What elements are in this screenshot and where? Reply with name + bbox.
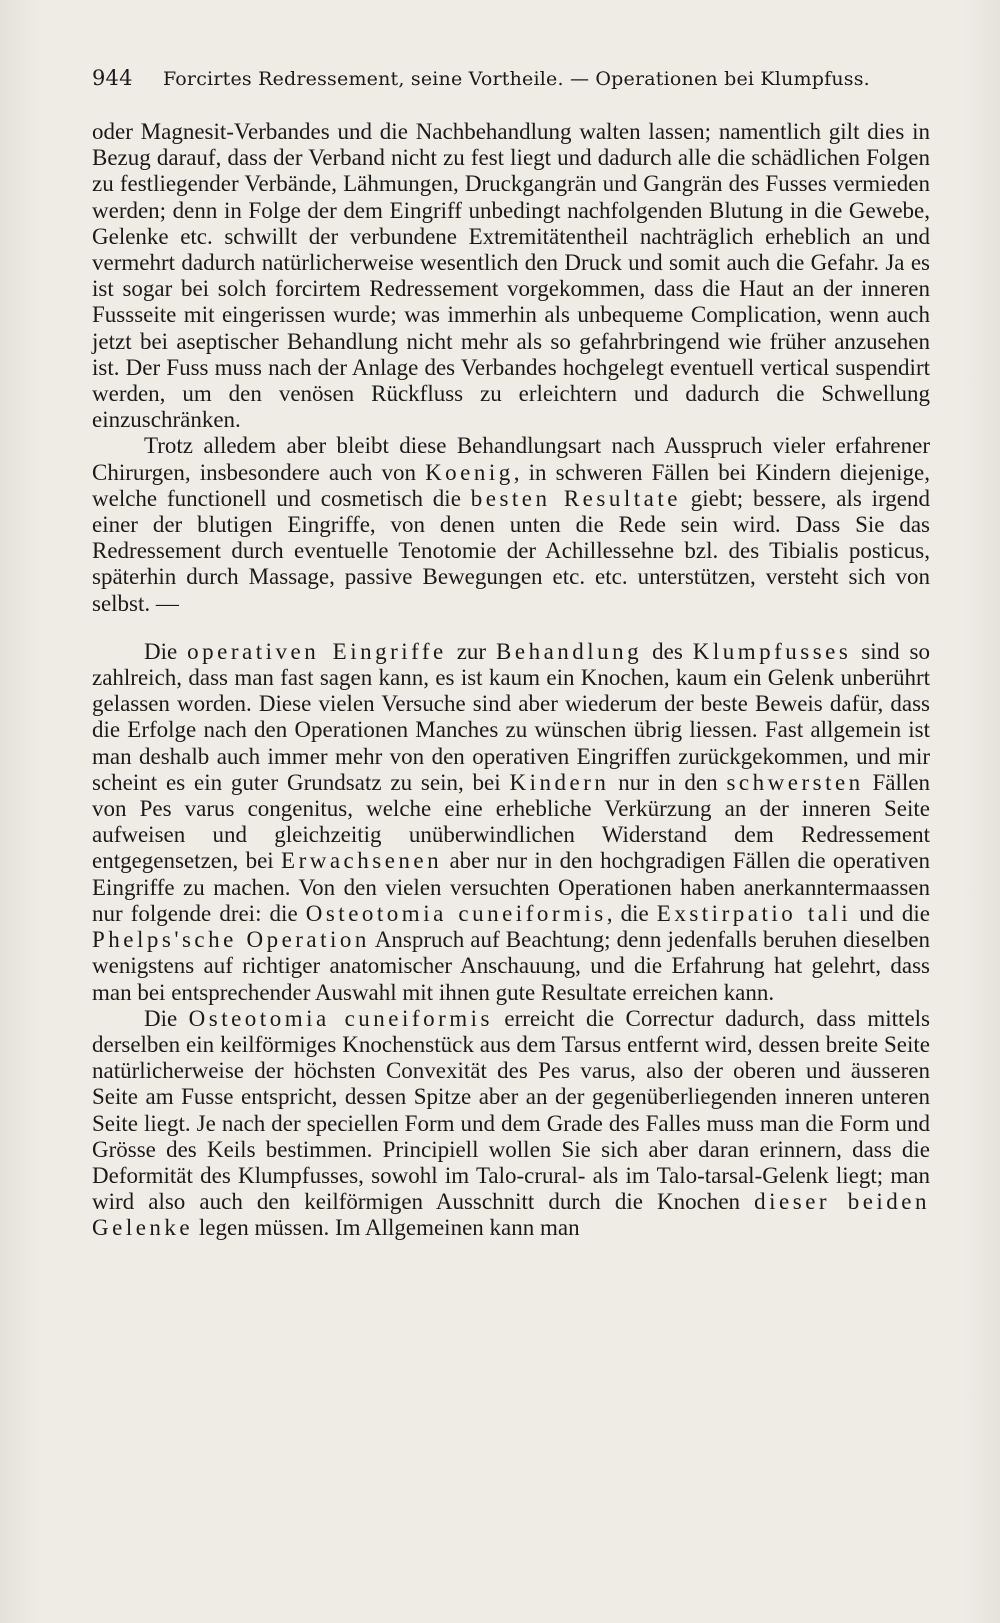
text-run: Die bbox=[144, 638, 188, 664]
text-run: nur in den bbox=[609, 769, 727, 795]
text-run: , in schweren Fällen bei Kindern diejenige, welche functionell und cosmetisch die bbox=[92, 459, 930, 511]
paragraph bbox=[92, 639, 930, 1006]
text-run: oder Magnesit-Verbandes und die Nachbehandlung walten lassen; namentlich gilt dies in Bezug darauf, dass der Verband nicht zu fest liegt und dadurch alle die schädlichen Folgen zu festliegender Verbände, Lähmungen, Druckgangrän und Gangrän des Fusses vermieden werden; denn in Folge der dem Eingriff unbedingt nachfolgenden Blutung in die Gewebe, Gelenke etc. schwillt der verbundene Extremitätentheil nachträglich erheblich an und vermehrt dadurch natürlicherweise wesentlich den Druck und somit auch die Gefahr. Ja es ist sogar bei solch forcirtem Redressement vorgekommen, dass die Haut an der inneren Fussseite mit eingerissen wurde; was immerhin als unbequeme Complication, wenn auch jetzt bei aseptischer Behandlung nicht mehr als so gefahrbringend wie früher anzusehen ist. Der Fuss muss nach der Anlage des Verbandes hochgelegt eventuell vertical suspendirt werden, um den venösen Rückfluss zu erleichtern und dadurch die Schwellung einzuschränken. bbox=[92, 119, 930, 433]
emphasized-text: dieser beiden Gelenke bbox=[92, 1189, 930, 1241]
paragraph bbox=[92, 119, 930, 433]
text-run: Anspruch auf Beachtung; denn jedenfalls beruhen dieselben wenigstens auf richtiger anatomischer Anschauung, und die Erfahrung hat gelehrt, dass man bei entsprechender Auswahl mit ihnen gute Resultate erreichen kann. bbox=[92, 927, 930, 1005]
emphasized-text: Klumpfusses bbox=[692, 638, 852, 664]
text-run: Fällen von Pes varus congenitus, welche eine erhebliche Verkürzung an der inneren Seite aufweisen und gleichzeitig unüberwindlichen Widerstand dem Redressement entgegensetzen, bei bbox=[92, 769, 930, 874]
text-run: giebt; bessere, als irgend einer der blutigen Eingriffe, von denen unten die Rede sein wird. Dass Sie das Redressement durch eventuelle Tenotomie der Achillessehne bzl. des Tibialis posticus, späterhin durch Massage, passive Bewegungen etc. etc. unterstützen, versteht sich von selbst. — bbox=[92, 485, 930, 616]
emphasized-text: besten Resultate bbox=[470, 485, 681, 511]
page-number: 944 bbox=[92, 66, 133, 90]
text-run: und die bbox=[851, 900, 930, 926]
emphasized-text: Osteotomia cuneiformis bbox=[305, 900, 607, 926]
emphasized-text: Behandlung bbox=[496, 638, 643, 664]
emphasized-text: Kindern bbox=[509, 769, 610, 795]
emphasized-text: Koenig bbox=[425, 459, 514, 485]
running-title: Forcirtes Redressement, seine Vortheile. — Operationen bei Klumpfuss. bbox=[162, 68, 870, 90]
text-run: sind so zahlreich, dass man fast sagen kann, es ist kaum ein Knochen, kaum ein Gelenk unberührt gelassen worden. Diese vielen Versuche sind aber wiederum der beste Beweis dafür, dass die Erfolge nach den Operationen Manches zu wünschen übrig liessen. Fast allgemein ist man deshalb auch immer mehr von den operativen Eingriffen zurückgekommen, und mir scheint es ein guter Grundsatz zu sein, bei bbox=[92, 638, 930, 795]
emphasized-text: Erwachsenen bbox=[281, 848, 443, 874]
emphasized-text: schwersten bbox=[726, 769, 864, 795]
emphasized-text: Exstirpatio tali bbox=[656, 900, 852, 926]
running-head bbox=[92, 66, 930, 91]
emphasized-text: Phelps'sche Operation bbox=[92, 927, 370, 953]
emphasized-text: Osteotomia cuneiformis bbox=[188, 1005, 493, 1031]
text-run: des bbox=[642, 638, 693, 664]
text-run: , die bbox=[606, 900, 657, 926]
paragraph bbox=[92, 433, 930, 616]
text-run: Die bbox=[144, 1005, 189, 1031]
paragraph bbox=[92, 1006, 930, 1242]
text-run: zur bbox=[446, 638, 497, 664]
text-run: legen müssen. Im Allgemeinen kann man bbox=[193, 1215, 580, 1241]
emphasized-text: operativen Eingriffe bbox=[187, 638, 447, 664]
text-run: Trotz alledem aber bleibt diese Behandlungsart nach Ausspruch vieler erfahrener Chirurgen, insbesondere auch von bbox=[92, 433, 930, 485]
body-text bbox=[92, 119, 930, 1242]
text-run: aber nur in den hochgradigen Fällen die operativen Eingriffe zu machen. Von den vielen versuchten Operationen haben anerkanntermaassen nur folgende drei: die bbox=[92, 848, 930, 926]
text-run: erreicht die Correctur dadurch, dass mittels derselben ein keilförmiges Knochenstück aus dem Tarsus entfernt wird, dessen breite Seite natürlicherweise der höchsten Convexität des Pes varus, also der oberen und äusseren Seite am Fusse entspricht, dessen Spitze aber an der gegenüberliegenden inneren unteren Seite liegt. Je nach der speciellen Form und dem Grade des Falles muss man die Form und Grösse des Keils bestimmen. Principiell wollen Sie sich aber daran erinnern, dass die Deformität des Klumpfusses, sowohl im Talo-crural- als im Talo-tarsal-Gelenk liegt; man wird also auch den keilförmigen Ausschnitt durch die Knochen bbox=[92, 1005, 930, 1215]
